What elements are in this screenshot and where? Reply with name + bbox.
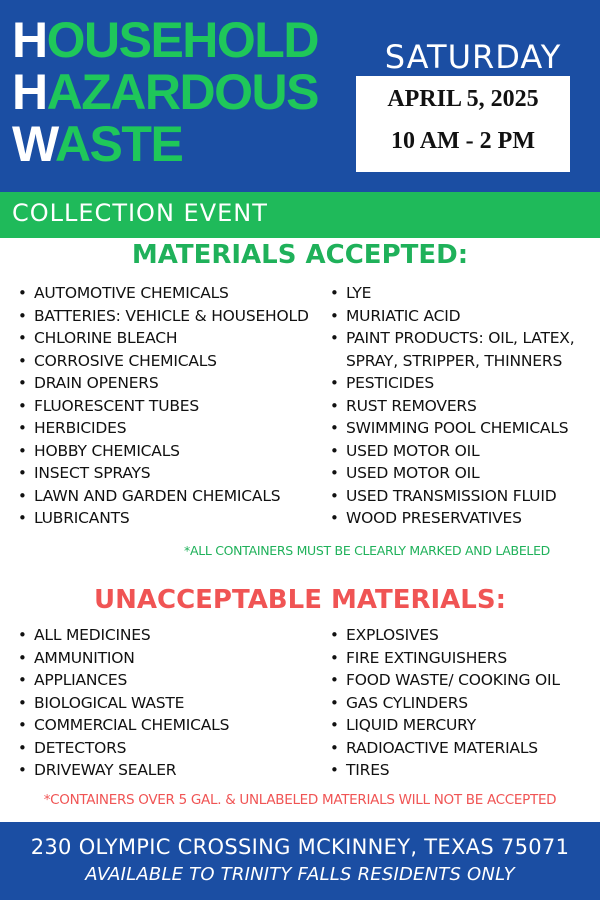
list-item: • USED MOTOR OIL <box>328 440 596 463</box>
list-item: • EXPLOSIVES <box>328 624 596 647</box>
accepted-list-left <box>16 282 316 530</box>
date-time-box <box>356 76 570 172</box>
event-address: 230 OLYMPIC CROSSING MCKINNEY, TEXAS 75071 <box>30 835 570 859</box>
event-day: SATURDAY <box>384 38 562 76</box>
list-item: • PAINT PRODUCTS: OIL, LATEX, SPRAY, STRIPPER, THINNERS <box>328 327 596 372</box>
list-item: • RADIOACTIVE MATERIALS <box>328 737 596 760</box>
list-item: • DRIVEWAY SEALER <box>16 759 316 782</box>
event-date: APRIL 5, 2025 <box>387 86 539 112</box>
list-item: • FOOD WASTE/ COOKING OIL <box>328 669 596 692</box>
list-item: • BATTERIES: VEHICLE & HOUSEHOLD <box>16 305 316 328</box>
list-item: • COMMERCIAL CHEMICALS <box>16 714 316 737</box>
list-item: • FIRE EXTINGUISHERS <box>328 647 596 670</box>
unacceptable-note: *CONTAINERS OVER 5 GAL. & UNLABELED MATERIALS WILL NOT BE ACCEPTED <box>43 792 557 808</box>
title-line-hazardous: HAZARDOUS <box>12 64 318 120</box>
accepted-title: MATERIALS ACCEPTED: <box>131 240 469 270</box>
list-item: • DETECTORS <box>16 737 316 760</box>
unacceptable-title: UNACCEPTABLE MATERIALS: <box>94 585 506 615</box>
collection-event-label: COLLECTION EVENT <box>12 199 268 227</box>
accepted-note: *ALL CONTAINERS MUST BE CLEARLY MARKED AND LABELED <box>184 543 551 558</box>
list-item: • INSECT SPRAYS <box>16 462 316 485</box>
title-line-waste: WASTE <box>12 116 183 172</box>
list-item: • FLUORESCENT TUBES <box>16 395 316 418</box>
list-item: • ALL MEDICINES <box>16 624 316 647</box>
header-banner <box>0 0 600 192</box>
list-item: • WOOD PRESERVATIVES <box>328 507 596 530</box>
list-item: • DRAIN OPENERS <box>16 372 316 395</box>
list-item: • TIRES <box>328 759 596 782</box>
list-item: • USED MOTOR OIL <box>328 462 596 485</box>
list-item: • LAWN AND GARDEN CHEMICALS <box>16 485 316 508</box>
list-item: • LUBRICANTS <box>16 507 316 530</box>
list-item: • MURIATIC ACID <box>328 305 596 328</box>
footer-banner <box>0 822 600 900</box>
list-item: • CORROSIVE CHEMICALS <box>16 350 316 373</box>
accepted-list-right <box>328 282 596 530</box>
list-item: • SWIMMING POOL CHEMICALS <box>328 417 596 440</box>
list-item: • HOBBY CHEMICALS <box>16 440 316 463</box>
list-item: • GAS CYLINDERS <box>328 692 596 715</box>
list-item: • USED TRANSMISSION FLUID <box>328 485 596 508</box>
eligibility-note: AVAILABLE TO TRINITY FALLS RESIDENTS ONLY <box>85 864 515 885</box>
list-item: • LYE <box>328 282 596 305</box>
unacceptable-list-left <box>16 624 316 782</box>
title-line-household: HOUSEHOLD <box>12 12 318 68</box>
list-item: • PESTICIDES <box>328 372 596 395</box>
list-item: • AMMUNITION <box>16 647 316 670</box>
list-item: • LIQUID MERCURY <box>328 714 596 737</box>
list-item: • BIOLOGICAL WASTE <box>16 692 316 715</box>
event-title <box>12 14 318 170</box>
list-item: • AUTOMOTIVE CHEMICALS <box>16 282 316 305</box>
event-time: 10 AM - 2 PM <box>391 128 535 154</box>
list-item: • HERBICIDES <box>16 417 316 440</box>
list-item: • APPLIANCES <box>16 669 316 692</box>
list-item: • RUST REMOVERS <box>328 395 596 418</box>
collection-event-banner <box>0 192 600 238</box>
unacceptable-list-right <box>328 624 596 782</box>
list-item: • CHLORINE BLEACH <box>16 327 316 350</box>
